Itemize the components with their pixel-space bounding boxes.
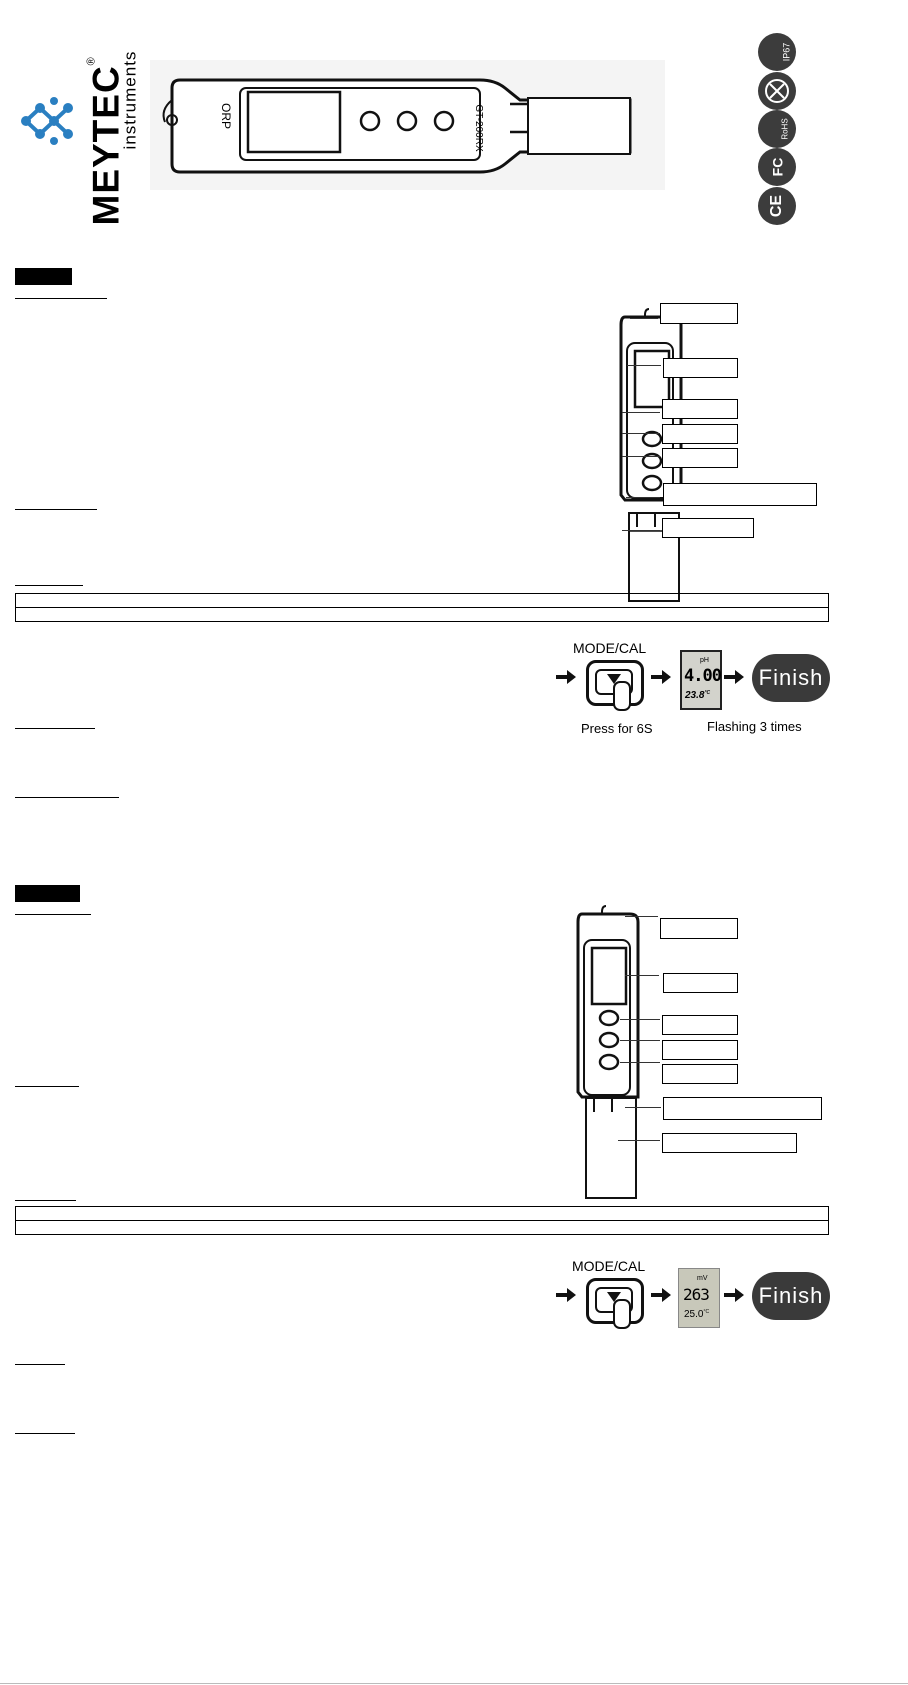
logo-mark-icon [18,96,78,146]
section-1-subheading-line [15,298,107,299]
cert-ce-icon: CE [758,187,796,225]
lcd-value: 263 [683,1285,709,1304]
section-1-spec-heading-line [15,585,83,586]
pressing-hand-icon [613,681,631,711]
section-2-sub-line-4 [15,1433,75,1434]
callout-box-display-2 [663,973,738,993]
callout-box-electrode [663,483,817,506]
flow-2-button-label: MODE/CAL [572,1258,646,1274]
callout-line [627,365,661,366]
product-image [150,60,665,190]
section-2-spec-heading-line [15,1200,76,1201]
registered-mark: ® [85,57,98,66]
callout-line [620,1040,660,1041]
meter-vertical-icon [572,902,642,1202]
cert-rohs-icon: RoHS [758,110,796,148]
brand-wordmark [85,20,140,226]
section-1-spec-table [15,593,829,622]
brand-logo [18,96,78,146]
callout-box-electrode-2 [663,1097,822,1120]
lcd-temp: 23.8 [685,690,705,701]
callout-box-button-2-2 [662,1040,738,1060]
cert-ip67-icon: IP67 [758,33,796,71]
section-2-heading-bar [15,885,80,902]
arrow-right-icon [556,1287,576,1303]
callout-line [620,1019,660,1020]
callout-box-button-3-2 [662,1064,738,1084]
lcd-temp-unit: °C [703,1309,710,1315]
callout-line [622,456,660,457]
arrow-right-icon [724,669,744,685]
arrow-right-icon [651,1287,671,1303]
section-1-sub-line-4 [15,797,119,798]
callout-box-sensor-cap [662,518,754,538]
brand-subtitle: instruments [120,50,140,150]
section-2-spec-table [15,1206,829,1235]
lcd-temp-unit: °C [704,690,711,696]
mode-cal-button-icon[interactable] [586,660,644,706]
product-model: GT-200RX [473,104,484,152]
callout-box-button-2 [662,424,738,444]
cert-fc-icon: FC [758,148,796,186]
callout-box-cap [660,303,738,324]
section-1-sub-line-3 [15,728,95,729]
product-label-orp: ORP [219,103,233,130]
callout-box-display [663,358,738,378]
callout-box-button-1-2 [662,1015,738,1035]
page-bottom-rule [0,1683,908,1684]
callout-line [625,975,659,976]
meter-diagram-2 [572,902,642,1202]
callout-box-cap-2 [660,918,738,939]
brand-name: MEYTEC [85,65,127,226]
section-1-subheading-line-2 [15,509,97,510]
flow-1-finish-badge: Finish [752,654,830,702]
cert-weee-icon [758,72,796,110]
section-1-heading-bar [15,268,72,285]
flow-1-lcd-display [680,650,722,710]
callout-line [620,1062,660,1063]
callout-box-sensor-cap-2 [662,1133,797,1153]
callout-box-button-1 [662,399,738,419]
flow-1-press-label: Press for 6S [581,721,653,736]
callout-line [622,433,660,434]
callout-line [630,318,658,319]
flow-1-button-label: MODE/CAL [573,640,647,656]
lcd-value: 4.00 [684,666,721,686]
callout-line [625,916,658,917]
mode-cal-button-icon[interactable] [586,1278,644,1324]
callout-line [622,530,660,531]
flow-2-lcd-display [678,1268,720,1328]
flow-1-flash-label: Flashing 3 times [707,719,802,734]
arrow-right-icon [556,669,576,685]
section-2-subheading-line [15,914,91,915]
callout-box-button-3 [662,448,738,468]
lcd-mode: mV [697,1275,708,1282]
callout-line [622,412,660,413]
arrow-right-icon [651,669,671,685]
flow-2-finish-badge: Finish [752,1272,830,1320]
callout-line [626,497,660,498]
callout-line [618,1140,660,1141]
section-2-sub-line-3 [15,1364,65,1365]
section-2-subheading-line-2 [15,1086,79,1087]
pressing-hand-icon [613,1299,631,1329]
lcd-temp: 25.0 [684,1309,704,1320]
arrow-right-icon [724,1287,744,1303]
callout-line [625,1107,661,1108]
lcd-mode: pH [700,657,709,664]
